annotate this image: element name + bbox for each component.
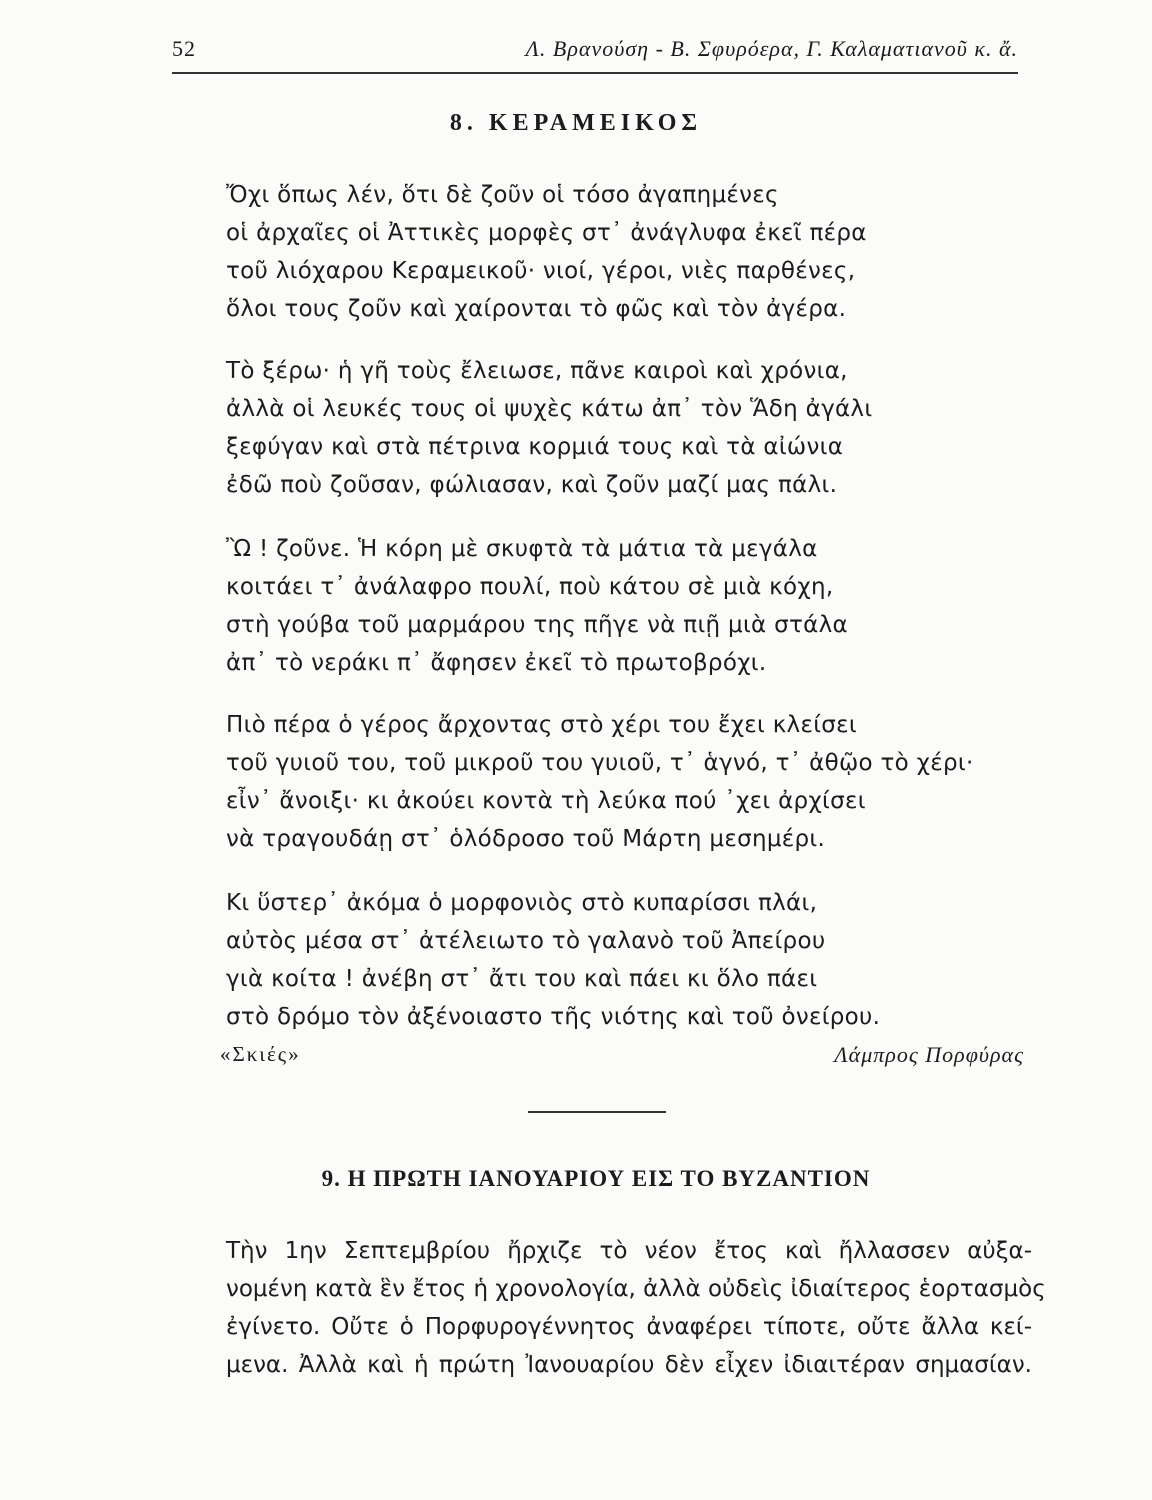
section-title-byzantion: 9. Η ΠΡΩΤΗ ΙΑΝΟΥΑΡΙΟΥ ΕΙΣ ΤΟ ΒΥΖΑΝΤΙΟΝ	[321, 1166, 871, 1191]
prose-paragraph	[226, 1232, 1046, 1384]
poem-line: στὸ δρόμο τὸν ἀξένοιαστο τῆς νιότης καὶ τοῦ ὀνείρου.	[226, 1004, 881, 1030]
section-title-keramikos: 8. ΚΕΡΑΜΕΙΚΟΣ	[449, 110, 703, 136]
poem-line: Κι ὕστερ᾿ ἀκόμα ὁ μορφονιὸς στὸ κυπαρίσσι πλάι,	[226, 890, 818, 916]
prose-line: ἐγίνετο. Οὔτε ὁ Πορφυρογέννητος ἀναφέρει τίποτε, οὔτε ἄλλα κεί-	[226, 1314, 1032, 1340]
poem-line: Πιὸ πέρα ὁ γέρος ἄρχοντας στὸ χέρι του ἔχει κλείσει	[226, 712, 857, 738]
poem-stanza-4	[226, 706, 974, 858]
poem-stanza-3	[226, 530, 848, 682]
poem-line: ἀπ᾿ τὸ νεράκι π᾿ ἄφησεν ἐκεῖ τὸ πρωτοβρόχι.	[226, 650, 767, 676]
poem-line: Ὄχι ὅπως λέν, ὅτι δὲ ζοῦν οἱ τόσο ἀγαπημένες	[226, 182, 779, 208]
prose-line: μενα. Ἀλλὰ καὶ ἡ πρώτη Ἰανουαρίου δὲν εἶχεν ἰδιαιτέραν σημασίαν.	[226, 1352, 1032, 1378]
prose-line: νομένη κατὰ ἓν ἔτος ἡ χρονολογία, ἀλλὰ οὐδεὶς ἰδιαίτερος ἑορτασμὸς	[226, 1276, 1046, 1302]
poem-line: κοιτάει τ᾿ ἀνάλαφρο πουλί, ποὺ κάτου σὲ μιὰ κόχη,	[226, 574, 834, 600]
poem-line: οἱ ἀρχαῖες οἱ Ἀττικὲς μορφὲς στ᾿ ἀνάγλυφα ἐκεῖ πέρα	[226, 220, 867, 246]
page-number: 52	[172, 36, 196, 61]
poem-stanza-5	[226, 884, 880, 1036]
poem-line: ἀλλὰ οἱ λευκές τους οἱ ψυχὲς κάτω ἀπ᾿ τὸν Ἅδη ἀγάλι	[226, 396, 873, 422]
poem-line: στὴ γούβα τοῦ μαρμάρου της πῆγε νὰ πιῇ μιὰ στάλα	[226, 612, 848, 638]
poem-author: Λάμπρος Πορφύρας	[834, 1042, 1024, 1067]
poem-stanza-2	[226, 352, 872, 504]
poem-line: νὰ τραγουδάῃ στ᾿ ὁλόδροσο τοῦ Μάρτη μεσημέρι.	[226, 826, 826, 852]
poem-line: τοῦ γυιοῦ του, τοῦ μικροῦ του γυιοῦ, τ᾿ ἁγνό, τ᾿ ἀθῷο τὸ χέρι·	[226, 750, 974, 776]
poem-line: ξεφύγαν καὶ στὰ πέτρινα κορμιά τους καὶ τὰ αἰώνια	[226, 434, 844, 460]
poem-line: εἶν᾿ ἄνοιξι· κι ἀκούει κοντὰ τὴ λεύκα πού ᾿χει ἀρχίσει	[226, 788, 866, 814]
poem-line: ὅλοι τους ζοῦν καὶ χαίρονται τὸ φῶς καὶ τὸν ἀγέρα.	[226, 296, 847, 322]
poem-line: Ὢ ! ζοῦνε. Ἡ κόρη μὲ σκυφτὰ τὰ μάτια τὰ μεγάλα	[226, 536, 818, 562]
poem-stanza-1	[226, 176, 867, 328]
header-rule	[172, 72, 1018, 74]
poem-line: γιὰ κοίτα ! ἀνέβη στ᾿ ἄτι του καὶ πάει κι ὅλο πάει	[226, 966, 818, 992]
prose-line: Τὴν 1ην Σεπτεμβρίου ἤρχιζε τὸ νέον ἔτος καὶ ἤλλασσεν αὐξα-	[226, 1238, 1032, 1264]
poem-line: Τὸ ξέρω· ἡ γῆ τοὺς ἔλειωσε, πᾶνε καιροὶ καὶ χρόνια,	[226, 358, 848, 384]
poem-line: αὐτὸς μέσα στ᾿ ἀτέλειωτο τὸ γαλανὸ τοῦ Ἀπείρου	[226, 928, 826, 954]
poem-source: «Σκιές»	[220, 1042, 301, 1066]
running-head: Λ. Βρανούση - Β. Σφυρόερα, Γ. Καλαματιανοῦ κ. ἄ.	[525, 36, 1018, 61]
poem-line: τοῦ λιόχαρου Κεραμεικοῦ· νιοί, γέροι, νιὲς παρθένες,	[226, 258, 856, 284]
poem-line: ἐδῶ ποὺ ζοῦσαν, φώλιασαν, καὶ ζοῦν μαζί μας πάλι.	[226, 472, 838, 498]
page-header	[172, 36, 1018, 70]
section-divider	[528, 1111, 666, 1113]
